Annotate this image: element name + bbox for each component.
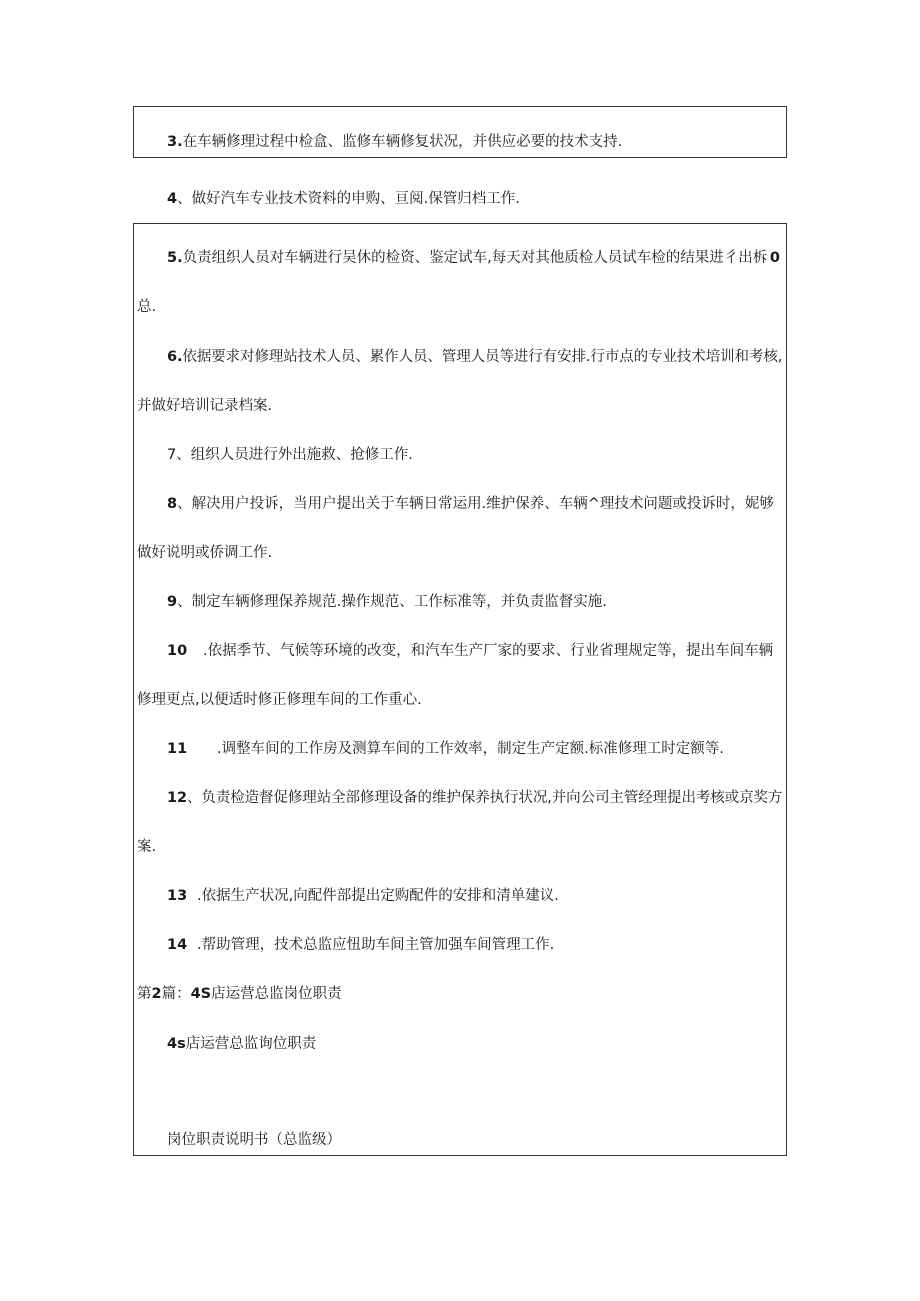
item-text: .依据生产状况,向配件部提出定购配件的安排和清单建议. xyxy=(197,888,559,904)
list-item-10-cont: 修理更点,以便适时修正修理车间的工作重心. xyxy=(137,692,422,708)
item-number: 5. xyxy=(167,250,183,266)
item-text: .帮助管理，技术总监应忸助车间主管加强车间管理工作. xyxy=(197,937,555,953)
section-title: 店运营总监岗位职责 xyxy=(211,986,342,1002)
item-number: 8 xyxy=(167,496,178,512)
list-item-7: 7、组织人员进行外出施救、抢修工作. xyxy=(167,447,413,463)
list-item-6 xyxy=(167,347,782,367)
item-text: .调整车间的工作房及测算车间的工作效率，制定生产定额.标准修理工时定额等. xyxy=(217,741,724,757)
list-item-6-cont: 并做好培训记录档案. xyxy=(137,398,273,414)
list-item-5-cont: 总. xyxy=(137,299,157,315)
list-item-13 xyxy=(167,886,559,906)
item-number: 14 xyxy=(167,937,188,953)
item-text: 依据要求对修理站技术人员、累作人员、管理人员等进行有安排.行市点的专业技术培训和考核, xyxy=(182,349,783,365)
list-item-11 xyxy=(167,739,724,759)
list-item-3 xyxy=(167,132,622,152)
sub-heading-title: 店运营总监询位职责 xyxy=(185,1036,317,1052)
section-mid: 篇： xyxy=(161,986,191,1002)
item-text: .依据季节、气候等环境的改变，和汽车生产厂家的要求、行业省理规定等，提出车间车辆 xyxy=(203,643,774,659)
list-item-4 xyxy=(167,189,520,209)
list-item-12 xyxy=(167,788,782,808)
item-number: 10 xyxy=(167,643,188,659)
item-number: 13 xyxy=(167,888,188,904)
section-code: 4S xyxy=(190,986,212,1002)
item-tail: 0 xyxy=(769,250,780,266)
item-number: 9 xyxy=(167,594,178,610)
list-item-12-cont: 案. xyxy=(137,839,157,855)
sub-heading xyxy=(167,1034,316,1054)
list-item-5 xyxy=(167,248,780,268)
item-number: 6. xyxy=(167,349,183,365)
item-text: 、做好汽车专业技术资料的申购、亘阅.保管归档工作. xyxy=(177,191,520,207)
sub-heading-code: 4s xyxy=(167,1036,186,1052)
item-number: 4 xyxy=(167,191,178,207)
item-number: 11 xyxy=(167,741,188,757)
section-heading xyxy=(137,984,342,1004)
item-number: 3. xyxy=(167,134,183,150)
item-text: 、解决用户投诉，当用户提出关于车辆日常运用.维护保养、车辆^理技术问题或投诉时，妮够 xyxy=(177,496,774,512)
item-text: 在车辆修理过程中检盒、监修车辆修复状况，并供应必要的技术支持. xyxy=(182,134,623,150)
section-prefix: 第 xyxy=(137,986,152,1002)
document-title: 岗位职责说明书（总监级） xyxy=(167,1132,341,1148)
list-item-8-cont: 做好说明或侨调工作. xyxy=(137,545,273,561)
item-text: 负责组织人员对车辆进行吴休的检资、鉴定试车,每天对其他质检人员试车检的结果进彳出柝 xyxy=(182,250,768,266)
list-item-10 xyxy=(167,641,773,661)
list-item-9 xyxy=(167,592,607,612)
section-number: 2 xyxy=(151,986,162,1002)
item-number: 12 xyxy=(167,790,187,806)
list-item-8 xyxy=(167,494,774,514)
item-text: 、制定车辆修理保养规范.操作规范、工作标准等，并负责监督实施. xyxy=(177,594,607,610)
list-item-14 xyxy=(167,935,554,955)
item-text: 、负责检造督促修理站全部修理设备的维护保养执行状况,并向公司主管经理提出考核或京奖方 xyxy=(187,790,783,806)
